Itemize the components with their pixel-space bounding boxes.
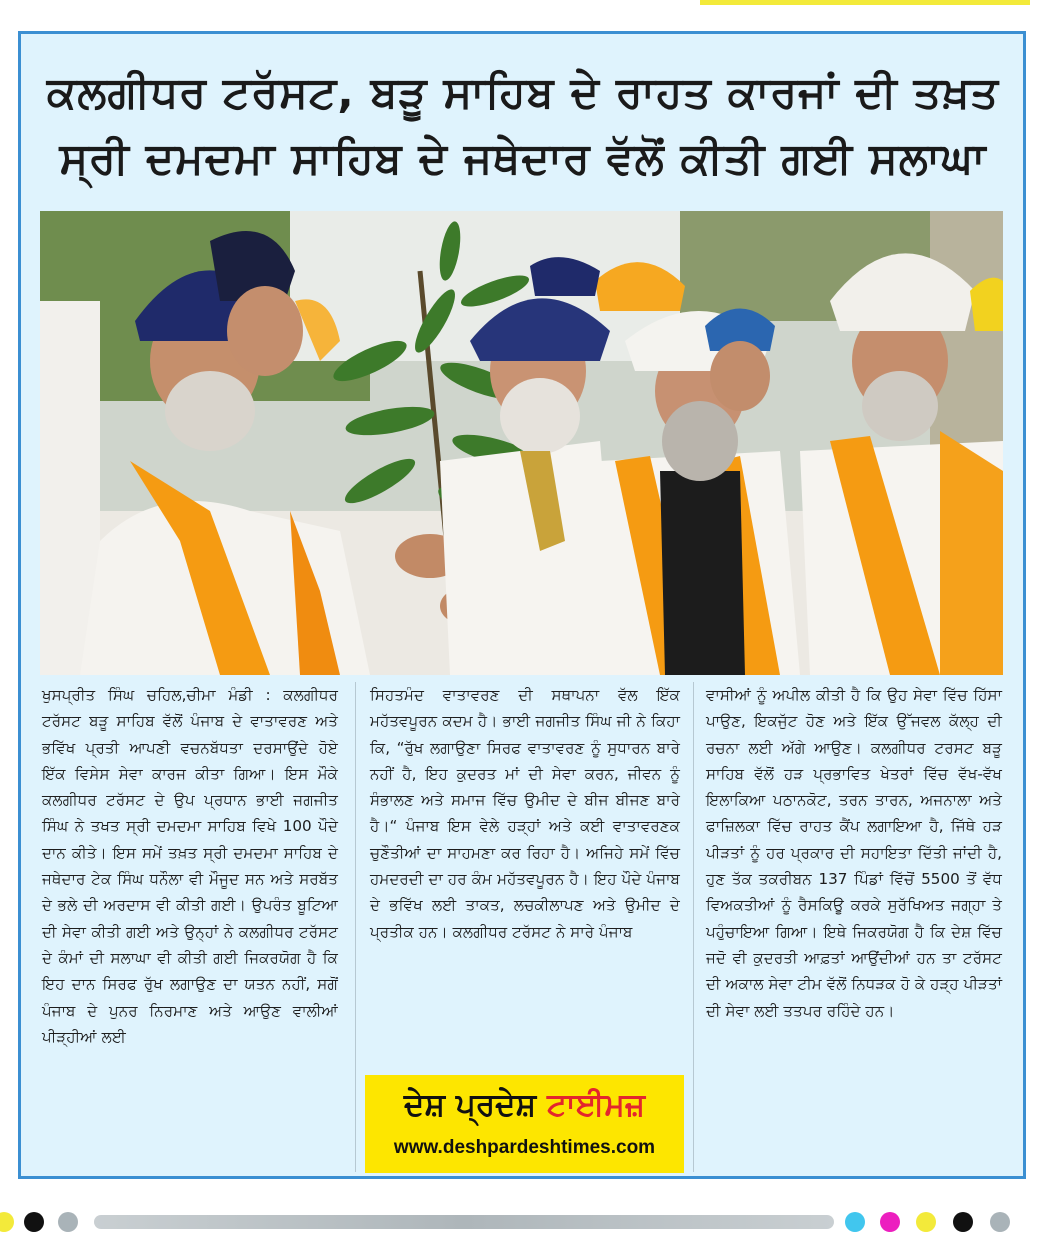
registration-dot-gray xyxy=(58,1212,78,1232)
headline-line-2: ਸ੍ਰੀ ਦਮਦਮਾ ਸਾਹਿਬ ਦੇ ਜਥੇਦਾਰ ਵੱਲੋਂ ਕੀਤੀ ਗਈ ਸਲਾਘਾ xyxy=(59,134,987,184)
publication-name xyxy=(365,1085,684,1125)
top-accent-bar xyxy=(700,0,1030,5)
news-photo-illustration xyxy=(40,211,1003,675)
news-photo xyxy=(40,211,1003,675)
registration-dot-gray xyxy=(990,1212,1010,1232)
article-column-2: ਸਿਹਤਮੰਦ ਵਾਤਾਵਰਣ ਦੀ ਸਥਾਪਨਾ ਵੱਲ ਇੱਕ ਮਹੱਤਵਪੂਰਨ ਕਦਮ ਹੈ। ਭਾਈ ਜਗਜੀਤ ਸਿੰਘ ਜੀ ਨੇ ਕਿਹਾ ਕਿ, “ਰੁੱਖ ਲਗਾਉਣਾ ਸਿਰਫ ਵਾਤਾਵਰਣ ਨੂੰ ਸੁਧਾਰਨ ਬਾਰੇ ਨਹੀਂ ਹੈ, ਇਹ ਕੁਦਰਤ ਮਾਂ ਦੀ ਸੇਵਾ ਕਰਨ, ਜੀਵਨ ਨੂੰ ਸੰਭਾਲਣ ਅਤੇ ਸਮਾਜ ਵਿੱਚ ਉਮੀਦ ਦੇ ਬੀਜ ਬੀਜਣ ਬਾਰੇ ਹੈ।“ ਪੰਜਾਬ ਇਸ ਵੇਲੇ ਹੜ੍ਹਾਂ ਅਤੇ ਕਈ ਵਾਤਾਵਰਣਕ ਚੁਣੌਤੀਆਂ ਦਾ ਸਾਹਮਣਾ ਕਰ ਰਿਹਾ ਹੈ। ਅਜਿਹੇ ਸਮੇਂ ਵਿੱਚ ਹਮਦਰਦੀ ਦਾ ਹਰ ਕੰਮ ਮਹੱਤਵਪੂਰਨ ਹੈ। ਇਹ ਪੌਦੇ ਪੰਜਾਬ ਦੇ ਭਵਿੱਖ ਲਈ ਤਾਕਤ, ਲਚਕੀਲਾਪਣ ਅਤੇ ਉਮੀਦ ਦੇ ਪ੍ਰਤੀਕ ਹਨ। ਕਲਗੀਧਰ ਟਰੱਸਟ ਨੇ ਸਾਰੇ ਪੰਜਾਬ xyxy=(370,686,680,941)
print-registration-bar xyxy=(0,1203,1046,1237)
headline xyxy=(40,60,1006,192)
article-column-3: ਵਾਸੀਆਂ ਨੂੰ ਅਪੀਲ ਕੀਤੀ ਹੈ ਕਿ ਉਹ ਸੇਵਾ ਵਿੱਚ ਹਿੱਸਾ ਪਾਉਣ, ਇਕਜੁੱਟ ਹੋਣ ਅਤੇ ਇੱਕ ਉੱਜਵਲ ਕੱਲ੍ਹ ਦੀ ਰਚਨਾ ਲਈ ਅੱਗੇ ਆਉਣ। ਕਲਗੀਧਰ ਟਰਸਟ ਬੜੂ ਸਾਹਿਬ ਵੱਲੋਂ ਹੜ ਪ੍ਰਭਾਵਿਤ ਖੇਤਰਾਂ ਵਿੱਚ ਵੱਖ-ਵੱਖ ਇਲਾਕਿਆ ਪਠਾਨਕੋਟ, ਤਰਨ ਤਾਰਨ, ਅਜਨਾਲਾ ਅਤੇ ਫਾਜ਼ਿਲਕਾ ਵਿੱਚ ਰਾਹਤ ਕੈਂਪ ਲਗਾਇਆ ਹੈ, ਜਿੱਥੇ ਹੜ ਪੀੜਤਾਂ ਨੂੰ ਹਰ ਪ੍ਰਕਾਰ ਦੀ ਸਹਾਇਤਾ ਦਿੱਤੀ ਜਾਂਦੀ ਹੈ, ਹੁਣ ਤੱਕ ਤਕਰੀਬਨ 137 ਪਿੰਡਾਂ ਵਿੱਚੋਂ 5500 ਤੋਂ ਵੱਧ ਵਿਅਕਤੀਆਂ ਨੂੰ ਰੈਸਕਿਊ ਕਰਕੇ ਸੁਰੱਖਿਅਤ ਜਗ੍ਹਾ ਤੇ ਪਹੁੰਚਾਇਆ ਗਿਆ। ਇਥੇ ਜਿਕਰਯੋਗ ਹੈ ਕਿ ਦੇਸ਼ ਵਿੱਚ ਜਦੋ ਵੀ ਕੁਦਰਤੀ ਆਫ਼ਤਾਂ ਆਉਂਦੀਆਂ ਹਨ ਤਾ ਟਰੱਸਟ ਦੀ ਅਕਾਲ ਸੇਵਾ ਟੀਮ ਵੱਲੋਂ ਨਿਧੜਕ ਹੋ ਕੇ ਹੜ੍ਹ ਪੀੜਤਾਂ ਦੀ ਸੇਵਾ ਲਈ ਤਤਪਰ ਰਹਿੰਦੇ ਹਨ। xyxy=(706,686,1002,1020)
publication-promo-box xyxy=(365,1075,684,1173)
column-divider xyxy=(693,682,694,1172)
publication-url[interactable]: www.deshpardeshtimes.com xyxy=(393,1137,656,1158)
registration-dot-yellow xyxy=(0,1212,14,1232)
column-divider xyxy=(355,682,356,1172)
registration-gradient-bar xyxy=(94,1215,834,1229)
publication-name-part-1: ਦੇਸ਼ ਪ੍ਰਦੇਸ਼ xyxy=(403,1087,537,1123)
registration-dot-yellow xyxy=(916,1212,936,1232)
article-column-1: ਖੁਸਪ੍ਰੀਤ ਸਿੰਘ ਚਹਿਲ,ਚੀਮਾ ਮੰਡੀ : ਕਲਗੀਧਰ ਟਰੱਸਟ ਬੜੂ ਸਾਹਿਬ ਵੱਲੋਂ ਪੰਜਾਬ ਦੇ ਵਾਤਾਵਰਣ ਅਤੇ ਭਵਿੱਖ ਪ੍ਰਤੀ ਆਪਣੀ ਵਚਨਬੱਧਤਾ ਦਰਸਾਉਂਦੇ ਹੋਏ ਇੱਕ ਵਿਸੇਸ ਸੇਵਾ ਕਾਰਜ ਕੀਤਾ ਗਿਆ। ਇਸ ਮੌਕੇ ਕਲਗੀਧਰ ਟਰੱਸਟ ਦੇ ਉਪ ਪ੍ਰਧਾਨ ਭਾਈ ਜਗਜੀਤ ਸਿੰਘ ਨੇ ਤਖਤ ਸ੍ਰੀ ਦਮਦਮਾ ਸਾਹਿਬ ਵਿਖੇ 100 ਪੌਦੇ ਦਾਨ ਕੀਤੇ। ਇਸ ਸਮੇਂ ਤਖ਼ਤ ਸ੍ਰੀ ਦਮਦਮਾ ਸਾਹਿਬ ਦੇ ਜਥੇਦਾਰ ਟੇਕ ਸਿੰਘ ਧਨੌਲਾ ਵੀ ਮੌਜੂਦ ਸਨ ਅਤੇ ਸਰਬੱਤ ਦੇ ਭਲੇ ਦੀ ਅਰਦਾਸ ਵੀ ਕੀਤੀ ਗਈ। ਉਪਰੰਤ ਬੂਟਿਆ ਦੀ ਸੇਵਾ ਕੀਤੀ ਗਈ ਅਤੇ ਉਨ੍ਹਾਂ ਨੇ ਕਲਗੀਧਰ ਟਰੱਸਟ ਦੇ ਕੰਮਾਂ ਦੀ ਸਲਾਘਾ ਵੀ ਕੀਤੀ ਗਈ ਜਿਕਰਯੋਗ ਹੈ ਕਿ ਇਹ ਦਾਨ ਸਿਰਫ ਰੁੱਖ ਲਗਾਉਣ ਦਾ ਯਤਨ ਨਹੀਂ, ਸਗੋਂ ਪੰਜਾਬ ਦੇ ਪੁਨਰ ਨਿਰਮਾਣ ਅਤੇ ਆਉਣ ਵਾਲੀਆਂ ਪੀੜ੍ਹੀਆਂ ਲਈ xyxy=(42,686,338,1046)
registration-dot-black xyxy=(953,1212,973,1232)
headline-line-1: ਕਲਗੀਧਰ ਟਰੱਸਟ, ਬੜੂ ਸਾਹਿਬ ਦੇ ਰਾਹਤ ਕਾਰਜਾਂ ਦੀ ਤਖ਼ਤ xyxy=(46,68,1000,118)
registration-dot-black xyxy=(24,1212,44,1232)
registration-dot-magenta xyxy=(880,1212,900,1232)
publication-name-part-2: ਟਾਈਮਜ਼ xyxy=(547,1087,646,1123)
registration-dot-cyan xyxy=(845,1212,865,1232)
